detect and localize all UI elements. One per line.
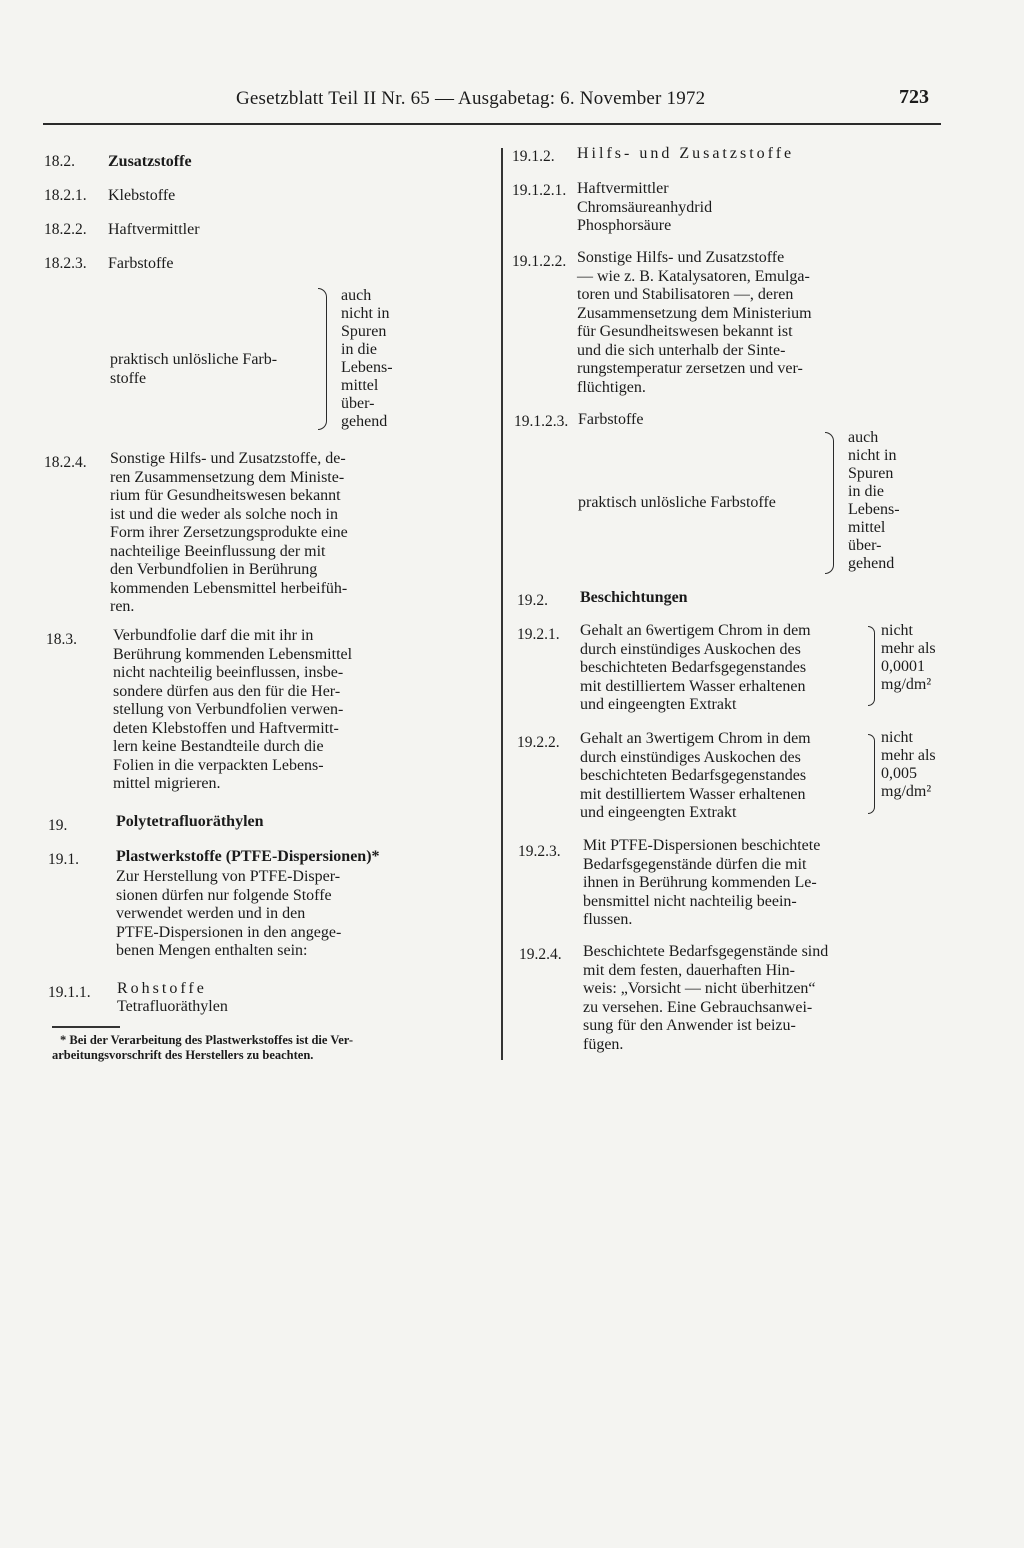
qualifier-line: mittel bbox=[341, 377, 379, 394]
section-number-19: 19. bbox=[48, 817, 68, 834]
limit-line: nicht bbox=[881, 622, 913, 639]
qualifier-line: mittel bbox=[848, 519, 886, 536]
paragraph-line: stellung von Verbundfolien verwen- bbox=[113, 701, 344, 718]
item-haftvermittler: Haftvermittler bbox=[108, 221, 200, 238]
qualifier-line: Spuren bbox=[341, 323, 387, 340]
item-klebstoffe: Klebstoffe bbox=[108, 187, 176, 204]
paragraph-line: nachteilige Beeinflussung der mit bbox=[110, 542, 326, 560]
limit-19-2-2 bbox=[881, 729, 936, 801]
section-title-beschichtungen: Beschichtungen bbox=[580, 589, 688, 606]
paragraph-line: Sonstige Hilfs- und Zusatzstoffe bbox=[577, 249, 785, 266]
section-number-19-2-1: 19.2.1. bbox=[517, 626, 560, 643]
paragraph-18-2-4 bbox=[110, 450, 400, 617]
farbstoffe-label-line: praktisch unlösliche Farb- bbox=[110, 351, 278, 368]
section-number-19-1-2-1: 19.1.2.1. bbox=[512, 182, 567, 199]
section-number-19-2: 19.2. bbox=[517, 592, 548, 609]
paragraph-line: Sonstige Hilfs- und Zusatzstoffe, de- bbox=[110, 450, 346, 467]
paragraph-line: kommenden Lebensmittel herbeifüh- bbox=[110, 579, 348, 597]
paragraph-line: mittel migrieren. bbox=[113, 775, 221, 792]
farbstoffe-label-line: stoffe bbox=[110, 369, 147, 387]
paragraph-line: deten Klebstoffen und Haftvermitt- bbox=[113, 719, 339, 737]
paragraph-line: rungstemperatur zersetzen und ver- bbox=[577, 360, 803, 377]
paragraph-line: zu versehen. Eine Gebrauchsanwei- bbox=[583, 998, 813, 1016]
limit-19-2-1 bbox=[881, 622, 936, 694]
page-header-title: Gesetzblatt Teil II Nr. 65 — Ausgabetag: 6. November 1972 bbox=[236, 88, 706, 109]
footnote-line: * Bei der Verarbeitung des Plastwerkstoffes ist die Ver- bbox=[60, 1033, 354, 1047]
paragraph-line: Beschichtete Bedarfsgegenstände sind bbox=[583, 943, 829, 960]
qualifier-line: in die bbox=[341, 341, 377, 358]
qualifier-line: Lebens- bbox=[848, 501, 900, 518]
paragraph-line: ihnen in Berührung kommenden Le- bbox=[583, 874, 817, 891]
limit-line: 0,005 bbox=[881, 765, 917, 782]
qualifier-line: auch bbox=[341, 287, 372, 304]
qualifier-line: nicht in bbox=[848, 447, 897, 464]
section-title-hilfs-zusatzstoffe: Hilfs- und Zusatzstoffe bbox=[577, 145, 795, 162]
paragraph-line: Berührung kommenden Lebensmittel bbox=[113, 645, 353, 663]
section-number-18-2-4: 18.2.4. bbox=[44, 454, 87, 471]
paragraph-line: nicht nachteilig beeinflussen, insbe- bbox=[113, 664, 344, 681]
section-title-polytetrafluoraethylen: Polytetrafluoräthylen bbox=[116, 813, 264, 830]
paragraph-line: und eingeengten Extrakt bbox=[580, 804, 737, 821]
section-number-19-2-3: 19.2.3. bbox=[518, 843, 561, 860]
paragraph-line: sionen dürfen nur folgende Stoffe bbox=[116, 886, 332, 904]
brace-right bbox=[318, 288, 327, 430]
section-number-19-1-1: 19.1.1. bbox=[48, 984, 91, 1001]
qualifier-line: auch bbox=[848, 429, 879, 446]
paragraph-19-2-2 bbox=[580, 730, 867, 823]
farbstoffe-label-right: praktisch unlösliche Farbstoffe bbox=[578, 494, 776, 511]
column-divider bbox=[501, 148, 503, 1060]
header-rule bbox=[43, 123, 941, 125]
paragraph-line: Zur Herstellung von PTFE-Disper- bbox=[116, 868, 341, 885]
paragraph-line: sondere dürfen aus den für die Her- bbox=[113, 682, 341, 700]
paragraph-line: fügen. bbox=[583, 1035, 624, 1053]
paragraph-line: Gehalt an 3wertigem Chrom in dem bbox=[580, 730, 811, 747]
paragraph-18-3 bbox=[113, 627, 400, 794]
section-number-18-2-2: 18.2.2. bbox=[44, 221, 87, 238]
qualifier-line: nicht in bbox=[341, 305, 390, 322]
qualifier-line: über- bbox=[848, 537, 882, 554]
brace-right bbox=[868, 734, 875, 814]
section-number-19-1: 19.1. bbox=[48, 851, 79, 868]
section-number-18-2-3: 18.2.3. bbox=[44, 255, 87, 272]
section-number-19-2-2: 19.2.2. bbox=[517, 734, 560, 751]
paragraph-line: beschichteten Bedarfsgegenstandes bbox=[580, 767, 807, 784]
paragraph-19-2-1 bbox=[580, 622, 867, 715]
paragraph-line: PTFE-Dispersionen in den angege- bbox=[116, 923, 342, 941]
paragraph-line: weis: „Vorsicht — nicht überhitzen“ bbox=[583, 980, 816, 997]
section-number-19-1-2: 19.1.2. bbox=[512, 148, 555, 165]
qualifier-line: Lebens- bbox=[341, 359, 393, 376]
qualifier-line: gehend bbox=[341, 413, 388, 430]
section-number-18-2: 18.2. bbox=[44, 153, 75, 170]
limit-line: nicht bbox=[881, 729, 913, 746]
list-item: Chromsäureanhydrid bbox=[577, 198, 713, 216]
paragraph-line: flussen. bbox=[583, 911, 633, 928]
qualifier-line: über- bbox=[341, 395, 375, 412]
paragraph-line: ren. bbox=[110, 598, 135, 615]
paragraph-line: bensmittel nicht nachteilig beein- bbox=[583, 892, 797, 910]
limit-line: mg/dm² bbox=[881, 783, 932, 800]
paragraph-line: und eingeengten Extrakt bbox=[580, 696, 737, 713]
footnote-line: arbeitungsvorschrift des Herstellers zu beachten. bbox=[52, 1048, 314, 1062]
qualifier-line: in die bbox=[848, 483, 884, 500]
qualifier-stack-left bbox=[341, 287, 393, 431]
footnote bbox=[52, 1033, 480, 1063]
paragraph-line: mit destilliertem Wasser erhaltenen bbox=[580, 785, 806, 803]
paragraph-line: Bedarfsgegenstände dürfen die mit bbox=[583, 855, 807, 873]
paragraph-line: flüchtigen. bbox=[577, 378, 646, 396]
paragraph-line: rium für Gesundheitswesen bekannt bbox=[110, 487, 341, 504]
qualifier-line: Spuren bbox=[848, 465, 894, 482]
paragraph-line: durch einstündiges Auskochen des bbox=[580, 640, 801, 658]
qualifier-line: gehend bbox=[848, 555, 895, 572]
limit-line: 0,0001 bbox=[881, 658, 925, 675]
paragraph-line: Verbundfolie darf die mit ihr in bbox=[113, 627, 314, 644]
paragraph-line: beschichteten Bedarfsgegenstandes bbox=[580, 659, 807, 676]
paragraph-line: lern keine Bestandteile durch die bbox=[113, 738, 324, 755]
paragraph-line: ist und die weder als solche noch in bbox=[110, 505, 338, 523]
paragraph-line: Mit PTFE-Dispersionen beschichtete bbox=[583, 837, 821, 854]
item-farbstoffe-right: Farbstoffe bbox=[578, 411, 644, 428]
paragraph-line: für Gesundheitswesen bekannt ist bbox=[577, 323, 793, 340]
paragraph-line: Form ihrer Zersetzungsprodukte eine bbox=[110, 524, 348, 541]
paragraph-line: Folien in die verpackten Lebens- bbox=[113, 756, 324, 774]
paragraph-line: — wie z. B. Katalysatoren, Emulga- bbox=[577, 267, 810, 285]
paragraph-19-1 bbox=[116, 868, 402, 961]
brace-right bbox=[868, 626, 875, 706]
section-title-plastwerkstoffe: Plastwerkstoffe (PTFE-Dispersionen)* bbox=[116, 848, 380, 865]
paragraph-19-2-3 bbox=[583, 837, 870, 930]
paragraph-19-1-2-2 bbox=[577, 249, 866, 397]
section-number-18-3: 18.3. bbox=[46, 631, 77, 648]
paragraph-line: benen Mengen enthalten sein: bbox=[116, 942, 308, 959]
section-title-zusatzstoffe: Zusatzstoffe bbox=[108, 153, 192, 170]
paragraph-line: den Verbundfolien in Berührung bbox=[110, 561, 318, 578]
paragraph-line: und die sich unterhalb der Sinte- bbox=[577, 341, 786, 359]
paragraph-line: mit destilliertem Wasser erhaltenen bbox=[580, 677, 806, 695]
item-farbstoffe: Farbstoffe bbox=[108, 255, 174, 272]
list-item: Haftvermittler bbox=[577, 180, 669, 197]
paragraph-line: verwendet werden und in den bbox=[116, 905, 306, 922]
brace-right bbox=[825, 432, 834, 574]
item-tetrafluoraethylen: Tetrafluoräthylen bbox=[117, 998, 228, 1015]
paragraph-19-2-4 bbox=[583, 943, 871, 1054]
qualifier-stack-right bbox=[848, 429, 900, 573]
farbstoffe-label-left bbox=[110, 351, 277, 388]
paragraph-line: mit dem festen, dauerhaften Hin- bbox=[583, 961, 795, 979]
list-item: Phosphorsäure bbox=[577, 217, 672, 234]
limit-line: mg/dm² bbox=[881, 676, 932, 693]
paragraph-line: sung für den Anwender ist beizu- bbox=[583, 1017, 796, 1034]
footnote-rule bbox=[52, 1026, 120, 1028]
list-19-1-2-1 bbox=[577, 180, 712, 236]
paragraph-line: durch einstündiges Auskochen des bbox=[580, 748, 801, 766]
paragraph-line: toren und Stabilisatoren —, deren bbox=[577, 286, 794, 303]
section-number-19-1-2-2: 19.1.2.2. bbox=[512, 253, 567, 270]
section-number-18-2-1: 18.2.1. bbox=[44, 187, 87, 204]
paragraph-line: ren Zusammensetzung dem Ministe- bbox=[110, 468, 345, 486]
section-number-19-1-2-3: 19.1.2.3. bbox=[514, 413, 569, 430]
paragraph-line: Zusammensetzung dem Ministerium bbox=[577, 304, 812, 322]
page-number: 723 bbox=[899, 86, 929, 108]
limit-line: mehr als bbox=[881, 747, 936, 764]
section-number-19-2-4: 19.2.4. bbox=[519, 946, 562, 963]
section-title-rohstoffe: Rohstoffe bbox=[117, 980, 207, 997]
limit-line: mehr als bbox=[881, 640, 936, 657]
paragraph-line: Gehalt an 6wertigem Chrom in dem bbox=[580, 622, 811, 639]
